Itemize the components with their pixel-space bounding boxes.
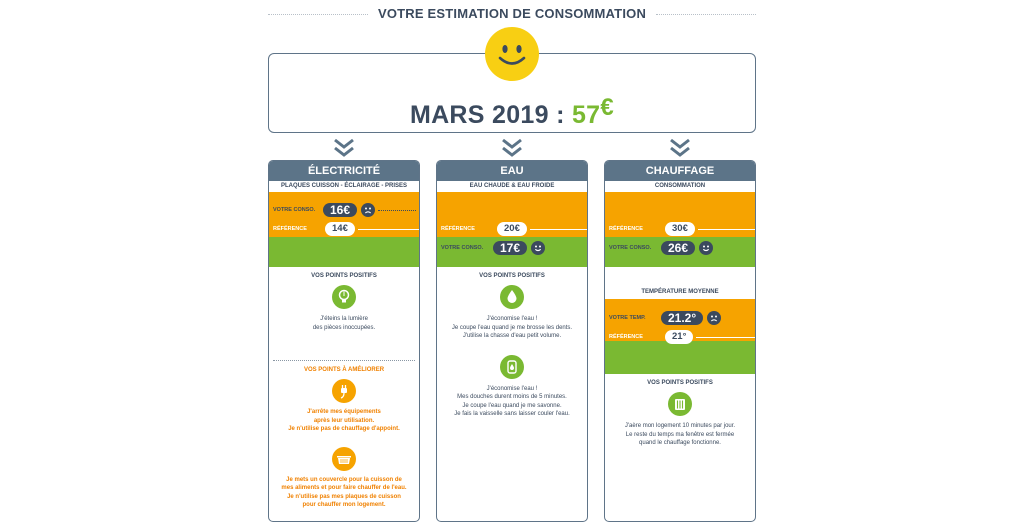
card-subtitle: CONSOMMATION [654,183,706,189]
happy-face-icon [699,241,713,255]
improve-text-line: Je n'utilise pas de chauffage d'appoint. [288,426,400,432]
happy-face-icon [531,241,545,255]
page-title: VOTRE ESTIMATION DE CONSOMMATION [377,6,647,21]
conso-value: 26€ [661,241,695,255]
temperature-gauge [605,299,755,374]
period-label: MARS 2019 : [409,101,572,129]
shower-icon [500,355,524,379]
temperature-title: TEMPÉRATURE MOYENNE [641,289,719,295]
temp-label: VOTRE TEMP. [609,315,646,321]
reference-row [273,221,419,237]
gauge-under-zone [269,237,419,267]
consumption-gauge [437,192,587,267]
conso-label: VOTRE CONSO. [609,245,652,251]
total-currency: € [600,94,615,121]
improve-text-line: après leur utilisation. [313,417,375,424]
plug-icon [332,379,356,403]
positive-text-line: Le reste du temps ma fenêtre est fermée [625,431,735,438]
temp-row [609,310,755,326]
reference-label: RÉFÉRENCE [273,226,307,232]
title-divider-right [656,14,756,15]
gauge-under-zone [605,341,755,374]
chevron-down-icon [332,138,356,158]
total-estimate [269,94,755,130]
positive-text-line: J'aère mon logement 10 minutes par jour. [624,423,736,429]
card-subtitle: EAU CHAUDE & EAU FROIDE [469,183,555,189]
total-amount: 57 [571,101,601,129]
positive-points-title: VOS POINTS POSITIFS [479,273,545,279]
conso-row [273,202,419,218]
card-title: CHAUFFAGE [605,161,755,181]
reference-row [609,221,755,237]
consumption-gauge [269,192,419,267]
positive-points-title: VOS POINTS POSITIFS [647,380,713,386]
reference-row [441,221,587,237]
positive-text-line: quand le chauffage fonctionne. [639,440,721,446]
reference-value: 20€ [497,222,527,236]
section-title-row [268,5,756,23]
conso-row [441,240,587,256]
card-eau [436,160,588,522]
sad-face-icon [707,311,721,325]
temp-reference-label: RÉFÉRENCE [609,334,643,340]
conso-label: VOTRE CONSO. [441,245,484,251]
positive-text-line: Je fais la vaisselle sans laisser couler l'eau. [454,411,570,417]
reference-value: 30€ [665,222,695,236]
temp-reference-row [609,329,755,345]
improve-points-title: VOS POINTS À AMÉLIORER [303,367,385,373]
reference-label: RÉFÉRENCE [441,226,475,232]
reference-line [358,229,419,230]
temp-reference-line [696,337,755,338]
positive-text-line: J'utilise la chasse d'eau petit volume. [462,333,562,339]
chevron-down-icon [668,138,692,158]
improve-text-line: Je n'utilise pas mes plaques de cuisson [287,493,401,500]
reference-label: RÉFÉRENCE [609,226,643,232]
conso-value: 17€ [493,241,527,255]
radiator-icon [668,392,692,416]
conso-value: 16€ [323,203,357,217]
positive-text-line: J'éteins la lumière [320,316,368,322]
card-subtitle: PLAQUES CUISSON - ÉCLAIRAGE - PRISES [280,183,407,189]
positive-points-title: VOS POINTS POSITIFS [311,273,377,279]
reference-line [698,229,755,230]
card-electricite [268,160,420,522]
improve-text-line: pour chauffer mon logement. [302,502,386,508]
sad-face-icon [361,203,375,217]
positive-text-line: Je coupe l'eau quand je me brosse les dents. [451,324,573,331]
card-title: EAU [437,161,587,181]
cooktop-icon [332,447,356,471]
card-title: ÉLECTRICITÉ [269,161,419,181]
temp-value: 21.2° [661,311,703,325]
positive-text-line: Mes douches durent moins de 5 minutes. [457,394,567,400]
reference-line [530,229,587,230]
positive-text-line: Je coupe l'eau quand je me savonne. [462,402,562,409]
positive-text-line: J'économise l'eau ! [486,316,538,322]
conso-dotted-line [378,210,416,211]
reference-value: 14€ [325,222,355,236]
improve-text-line: mes aliments et pour faire chauffer de l'eau. [281,485,407,491]
conso-row [609,240,755,256]
chevron-down-icon [500,138,524,158]
happy-face-icon [485,27,539,81]
positive-text-line: J'économise l'eau ! [486,385,538,392]
lightbulb-icon [332,285,356,309]
consumption-gauge [605,192,755,267]
card-chauffage [604,160,756,522]
conso-label: VOTRE CONSO. [273,207,316,213]
temp-reference-value: 21° [665,330,693,344]
improve-text-line: J'arrête mes équipements [307,409,381,415]
improve-text-line: Je mets un couvercle pour la cuisson de [286,476,402,483]
positive-text-line: des pièces inoccupées. [312,324,376,331]
water-drop-icon [500,285,524,309]
